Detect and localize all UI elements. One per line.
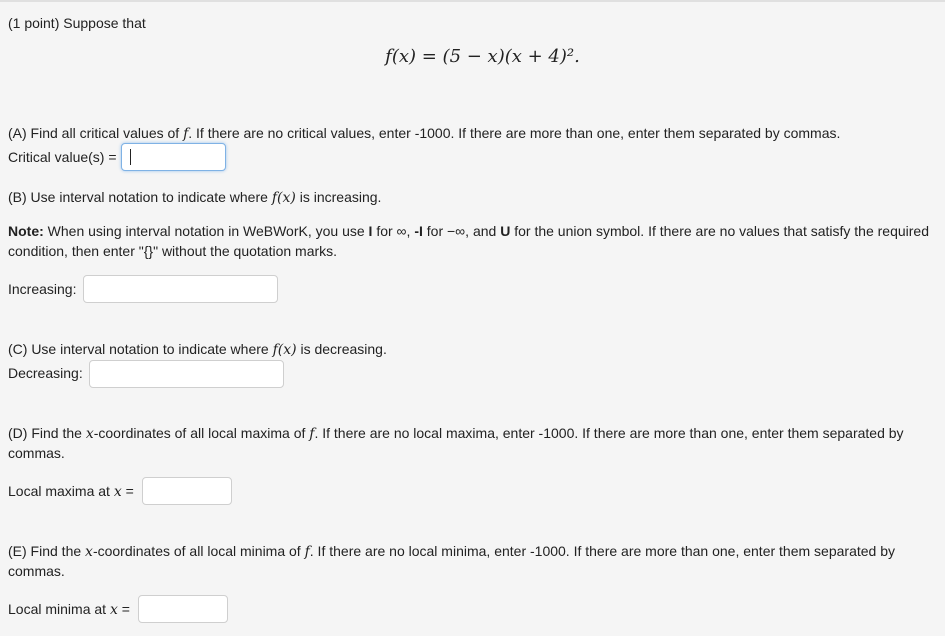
part-d-question: (D) Find the x-coordinates of all local maxima of f. If there are no local maxima, enter -1000. If there are more than one, enter them separated by <box>8 425 904 442</box>
part-a-text: (A) Find all critical values of <box>8 125 184 141</box>
part-c-question <box>8 339 387 360</box>
part-e-question-line2: commas. <box>8 563 65 579</box>
part-a-question <box>8 123 840 144</box>
part-e-question: (E) Find the x-coordinates of all local minima of f. If there are no local minima, enter -1000. If there are more than one, enter them separated by <box>8 543 895 560</box>
part-a-var: f <box>183 126 189 142</box>
increasing-input[interactable] <box>83 275 278 303</box>
function-formula <box>0 46 945 67</box>
part-c-text-post: is decreasing. <box>296 341 387 357</box>
decreasing-label: Decreasing: <box>8 365 83 381</box>
part-b-question <box>8 187 381 208</box>
increasing-label: Increasing: <box>8 281 77 297</box>
part-b-text: (B) Use interval notation to indicate where <box>8 189 272 205</box>
local-minima-label: Local minima at x = <box>8 601 130 618</box>
part-c-var: f(x) <box>272 342 297 358</box>
formula-text: f(x) = (5 − x)(x + 4)². <box>385 46 580 67</box>
critical-values-label: Critical value(s) = <box>8 149 117 165</box>
part-b-text-post: is increasing. <box>295 189 382 205</box>
critical-values-input[interactable] <box>121 143 226 171</box>
problem-intro: (1 point) Suppose that <box>8 15 146 31</box>
part-c-text: (C) Use interval notation to indicate where <box>8 341 273 357</box>
local-maxima-label: Local maxima at x = <box>8 483 134 500</box>
interval-note-line2: condition, then enter "{}" without the quotation marks. <box>8 243 338 259</box>
part-b-var: f(x) <box>271 190 296 206</box>
interval-note: Note: When using interval notation in WeBWorK, you use I for ∞, -I for −∞, and U for the union symbol. If there are no values that satisfy the required <box>8 223 930 239</box>
local-minima-input[interactable] <box>138 595 228 623</box>
part-d-question-line2: commas. <box>8 445 65 461</box>
part-a-text-post: . If there are no critical values, enter -1000. If there are more than one, enter them separated by commas. <box>188 125 841 141</box>
local-maxima-input[interactable] <box>142 477 232 505</box>
decreasing-input[interactable] <box>89 360 284 388</box>
text-caret <box>130 149 131 165</box>
